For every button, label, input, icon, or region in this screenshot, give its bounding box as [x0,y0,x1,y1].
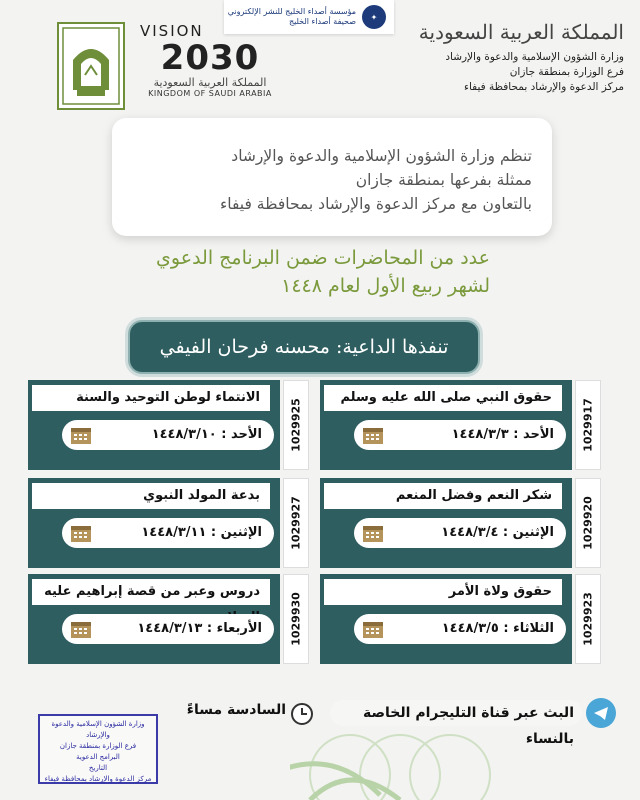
intro-line3: بالتعاون مع مركز الدعوة والإرشاد بمحافظة فيفاء [219,195,532,213]
stamp-line4: التاريخ [88,764,108,772]
lecture-code: 1029923 [581,592,595,646]
lecture-code-box [283,574,309,664]
lecture-card [28,574,313,664]
lecture-title: بدعة المولد النبوي [32,483,270,509]
lecture-code: 1029930 [289,592,303,646]
lecture-date: الأحد : ١٤٤٨/٣/١٠ [151,427,262,442]
vision-english: KINGDOM OF SAUDI ARABIA [148,89,272,98]
lecture-code-box [575,380,601,470]
program-subtitle [110,244,490,300]
intro-line1: تنظم وزارة الشؤون الإسلامية والدعوة والإرشاد [231,147,532,165]
lecture-code: 1029925 [289,398,303,452]
clock-icon [290,702,314,726]
presenter-banner [128,320,480,374]
lecture-card [320,574,605,664]
lecture-date-pill [62,614,274,644]
calendar-icon [70,619,92,639]
broadcast-info [330,700,582,747]
calendar-icon [70,523,92,543]
calendar-icon [362,619,384,639]
lecture-date-pill [62,518,274,548]
calendar-icon [362,425,384,445]
lecture-title: حقوق ولاة الأمر [324,579,562,605]
intro-line2: ممثلة بفرعها بمنطقة جازان [355,171,532,189]
ministry-logo-icon [55,20,127,112]
ministry-header [392,20,624,95]
broadcast-text: البث عبر قناة التليجرام الخاصة بالنساء [363,705,574,747]
official-stamp [38,714,158,784]
vision-year: 2030 [160,38,260,78]
lecture-title: شكر النعم وفضل المنعم [324,483,562,509]
watermark-line2: صحيفة أصداء الخليج [288,17,356,26]
watermark-line1: مؤسسة أصداء الخليج للنشر الإلكتروني [227,7,356,16]
vision-2030-logo [140,22,280,107]
lecture-date: الثلاثاء : ١٤٤٨/٣/٥ [441,621,554,636]
ministry-name: وزارة الشؤون الإسلامية والدعوة والإرشاد [445,51,624,63]
kingdom-title: المملكة العربية السعودية [418,20,624,44]
calendar-icon [362,523,384,543]
calendar-icon [70,425,92,445]
lecture-code: 1029917 [581,398,595,452]
lecture-title: الانتماء لوطن التوحيد والسنة [32,385,270,411]
stamp-line5: مركز الدعوة والإرشاد بمحافظة فيفاء [44,775,152,783]
broadcast-time: السادسة مساءً [186,702,286,718]
lecture-date: الإثنين : ١٤٤٨/٣/٤ [441,525,554,540]
presenter-name: تنفذها الداعية: محسنه فرحان الفيفي [159,336,449,358]
center-name: مركز الدعوة والإرشاد بمحافظة فيفاء [464,81,624,93]
lecture-title: دروس وعبر من قصة إبراهيم عليه [32,579,270,605]
stamp-line2: فرع الوزارة بمنطقة جازان [59,742,137,750]
lecture-card [28,380,313,470]
lecture-code-box [575,478,601,568]
lecture-card [320,478,605,568]
lecture-code: 1029927 [289,496,303,550]
lecture-date-pill [62,420,274,450]
lecture-date: الأربعاء : ١٤٤٨/٣/١٣ [137,621,262,636]
telegram-icon [586,698,616,728]
lecture-card [320,380,605,470]
lecture-card [28,478,313,568]
lecture-code: 1029920 [581,496,595,550]
stamp-line3: البرامج الدعوية [76,753,120,761]
lecture-date: الإثنين : ١٤٤٨/٣/١١ [141,525,262,540]
stamp-line1: وزارة الشؤون الإسلامية والدعوة والإرشاد [51,720,145,739]
vision-arabic: المملكة العربية السعودية [153,76,267,89]
lecture-date-pill [354,518,566,548]
lecture-date-pill [354,614,566,644]
subtitle-line2: لشهر ربيع الأول لعام ١٤٤٨ [281,275,490,297]
subtitle-line1: عدد من المحاضرات ضمن البرنامج الدعوي [156,247,490,269]
lecture-code-box [283,380,309,470]
watermark-seal-icon: ✦ [362,5,386,29]
lecture-code-box [283,478,309,568]
branch-name: فرع الوزارة بمنطقة جازان [509,66,624,78]
lecture-date-pill [354,420,566,450]
intro-card [112,118,552,236]
lecture-code-box [575,574,601,664]
lecture-date: الأحد : ١٤٤٨/٣/٣ [451,427,554,442]
lecture-title: حقوق النبي صلى الله عليه وسلم [324,385,562,411]
vision-word: VISION [140,22,204,40]
